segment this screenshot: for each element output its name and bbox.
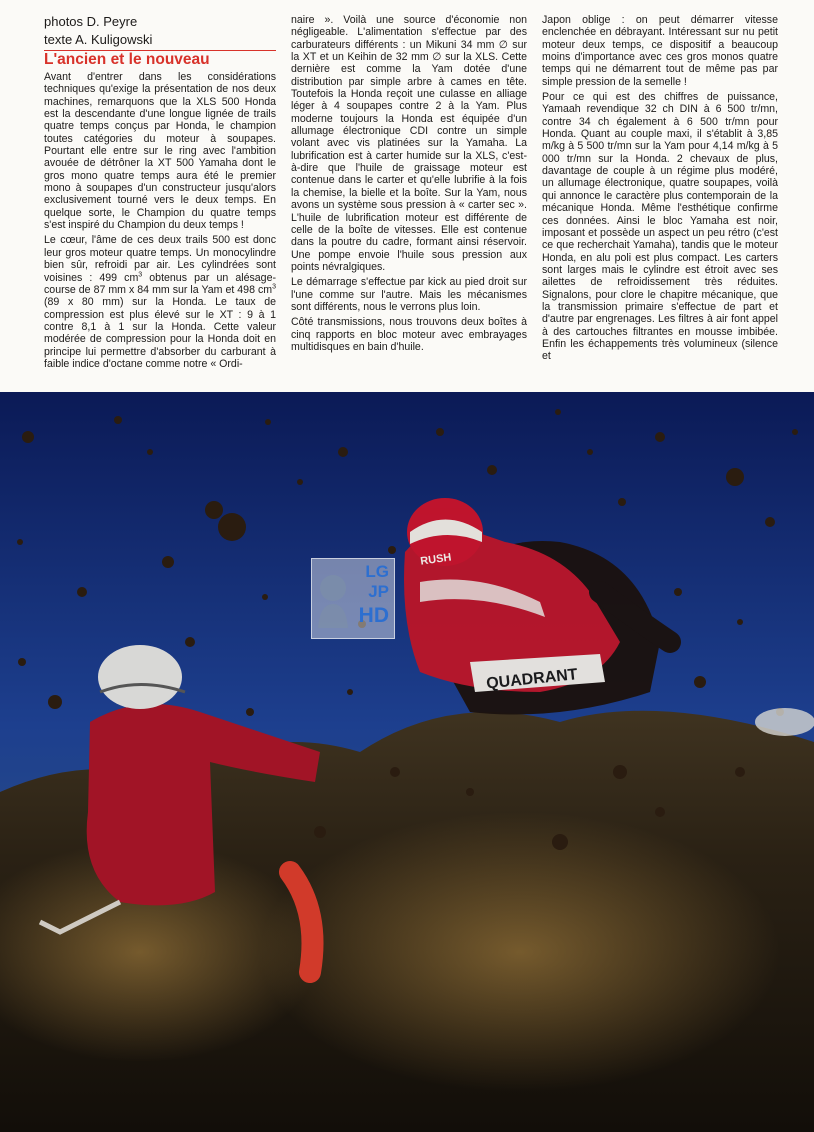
- portrait-icon: [316, 568, 350, 628]
- text-column-1: [44, 14, 276, 373]
- article-headline: L'ancien et le nouveau: [44, 51, 210, 68]
- paragraph: naire ». Voilà une source d'économie non négligeable. L'alimentation s'effectue par des carburateurs différents : un Mikuni 34 mm ∅ sur la XT et un Keihin de 32 mm ∅ sur la XLS. Cette dernière est comme la Yam dotée d'une distribution par simple arbre à cames en tête. Toutefois la Honda reçoit une culasse en alliage léger à 4 soupapes contre 2 à la Yam. Plus moderne toujours la Honda est équipée d'un allumage électronique CDI contre un simple volant avec vis platinées sur la Yamaha. La lubrification est à carter humide sur la XLS, c'est-à-dire que l'huile de graissage moteur est contenue dans le carter et qu'elle lubrifie à la fois la chemise, la bielle et la boîte. Sur la Yam, nous avons un système sous pression à « carter sec ». L'huile de lubrification moteur est différente de celle de la boîte de vitesses. Elle est contenue dans la poutre du cadre, formant ainsi réservoir. Une pompe envoie l'huile sous pression aux points névralgiques.: [291, 14, 527, 273]
- text-credit: texte A. Kuligowski: [44, 32, 153, 47]
- paragraph: Pour ce qui est des chiffres de puissance, Yamaah revendique 32 ch DIN à 6 500 tr/mn, contre 34 ch également à 6 500 tr/mn pour Honda. Quant au couple maxi, il s'établit à 3,85 m/kg à 5 500 tr/mn sur la Yam pour 4,14 m/kg à 5 000 tr/mn sur la Honda. 2 chevaux de plus, davantage de couple à un régime plus modéré, un allumage électronique, quatre soupapes, voilà qui annonce le caractère plus contemporain de la mécanique Honda. Même l'esthétique confirme ces données. Ainsi le bloc Yamaha est noir, imposant et possède un aspect un peu rétro (c'est ce que recherchait Yamaha), tandis que le moteur Honda, en alu poli est plus compact. Les carters sont larges mais le cylindre est étroit avec ses ailettes de refroidissement très réduites. Signalons, pour clore le chapitre mécanique, que la transmission primaire s'effectue de part et d'autre par engrenages. Les filtres à air font appel à des cartouches filtrantes en mousse imbibée. Enfin les échappements très volumineux (silence et: [542, 91, 778, 363]
- paragraph-segment: Le cœur, l'âme de ces deux trails 500 est donc leur gros moteur quatre temps. Un monocylindre bien sûr, refroidi par air. Les cylindrées sont voisines : 499 cm: [44, 234, 276, 284]
- paragraph: Japon oblige : on peut démarrer vitesse enclenchée en débrayant. Intéressant sur nu petit moteur deux temps, ce dispositif a beaucoup moins d'importance avec ces gros monos quatre temps qui ne démarrent tout de même pas par simple pression de la semelle !: [542, 14, 778, 88]
- superscript: 3: [138, 270, 143, 278]
- motocross-photo: [0, 392, 814, 1132]
- jersey-text: QUADRANT: [485, 666, 579, 693]
- paragraph: Le démarrage s'effectue par kick au pied droit sur l'une comme sur l'autre. Mais les mécanismes sont différents, nous le verrons plus loin.: [291, 276, 527, 313]
- watermark-text-2: JP: [368, 582, 389, 601]
- paragraph-segment: obtenus par un alésage-course de 87 mm x 84 mm sur la Yam et 498 cm: [44, 271, 276, 296]
- paragraph: [44, 234, 276, 370]
- watermark-text-1: LG: [365, 562, 389, 581]
- paragraph: Côté transmissions, nous trouvons deux boîtes à cinq rapports en bloc moteur avec embrayages multidisques en bain d'huile.: [291, 316, 527, 353]
- text-column-3: [542, 14, 778, 366]
- text-column-2: [291, 14, 527, 356]
- watermark-text-3: HD: [358, 604, 389, 627]
- photo-credit: photos D. Peyre: [44, 14, 138, 29]
- watermark-logo: [311, 558, 395, 639]
- paragraph: Avant d'entrer dans les considérations techniques qu'exige la présentation de nos deux machines, remarquons que la XLS 500 Honda est la descendante d'une longue lignée de trails quatre temps conçus par Honda, le champion toutes catégories du moteur à soupapes. Pourtant elle entre sur le ring avec l'ambition avouée de détrôner la XT 500 Yamaha dont le gros mono quatre temps aura été le premier mono à soupapes d'un constructeur jusqu'alors exclusivement tourné vers le deux temps. En quelque sorte, le Champion du quatre temps s'est inspiré du Champion du deux temps !: [44, 71, 276, 232]
- superscript: 3: [272, 283, 276, 291]
- paragraph-segment: (89 x 80 mm) sur la Honda. Le taux de compression est plus élevé sur le XT : 9 à 1 contre 8,1 à 1 sur la Honda. Cette valeur modérée de compression pour la Honda doit en principe lui permettre d'absorber du carburant à faible indice d'octane comme notre « Ordi-: [44, 296, 276, 370]
- helmet-text: RUSH: [419, 551, 453, 568]
